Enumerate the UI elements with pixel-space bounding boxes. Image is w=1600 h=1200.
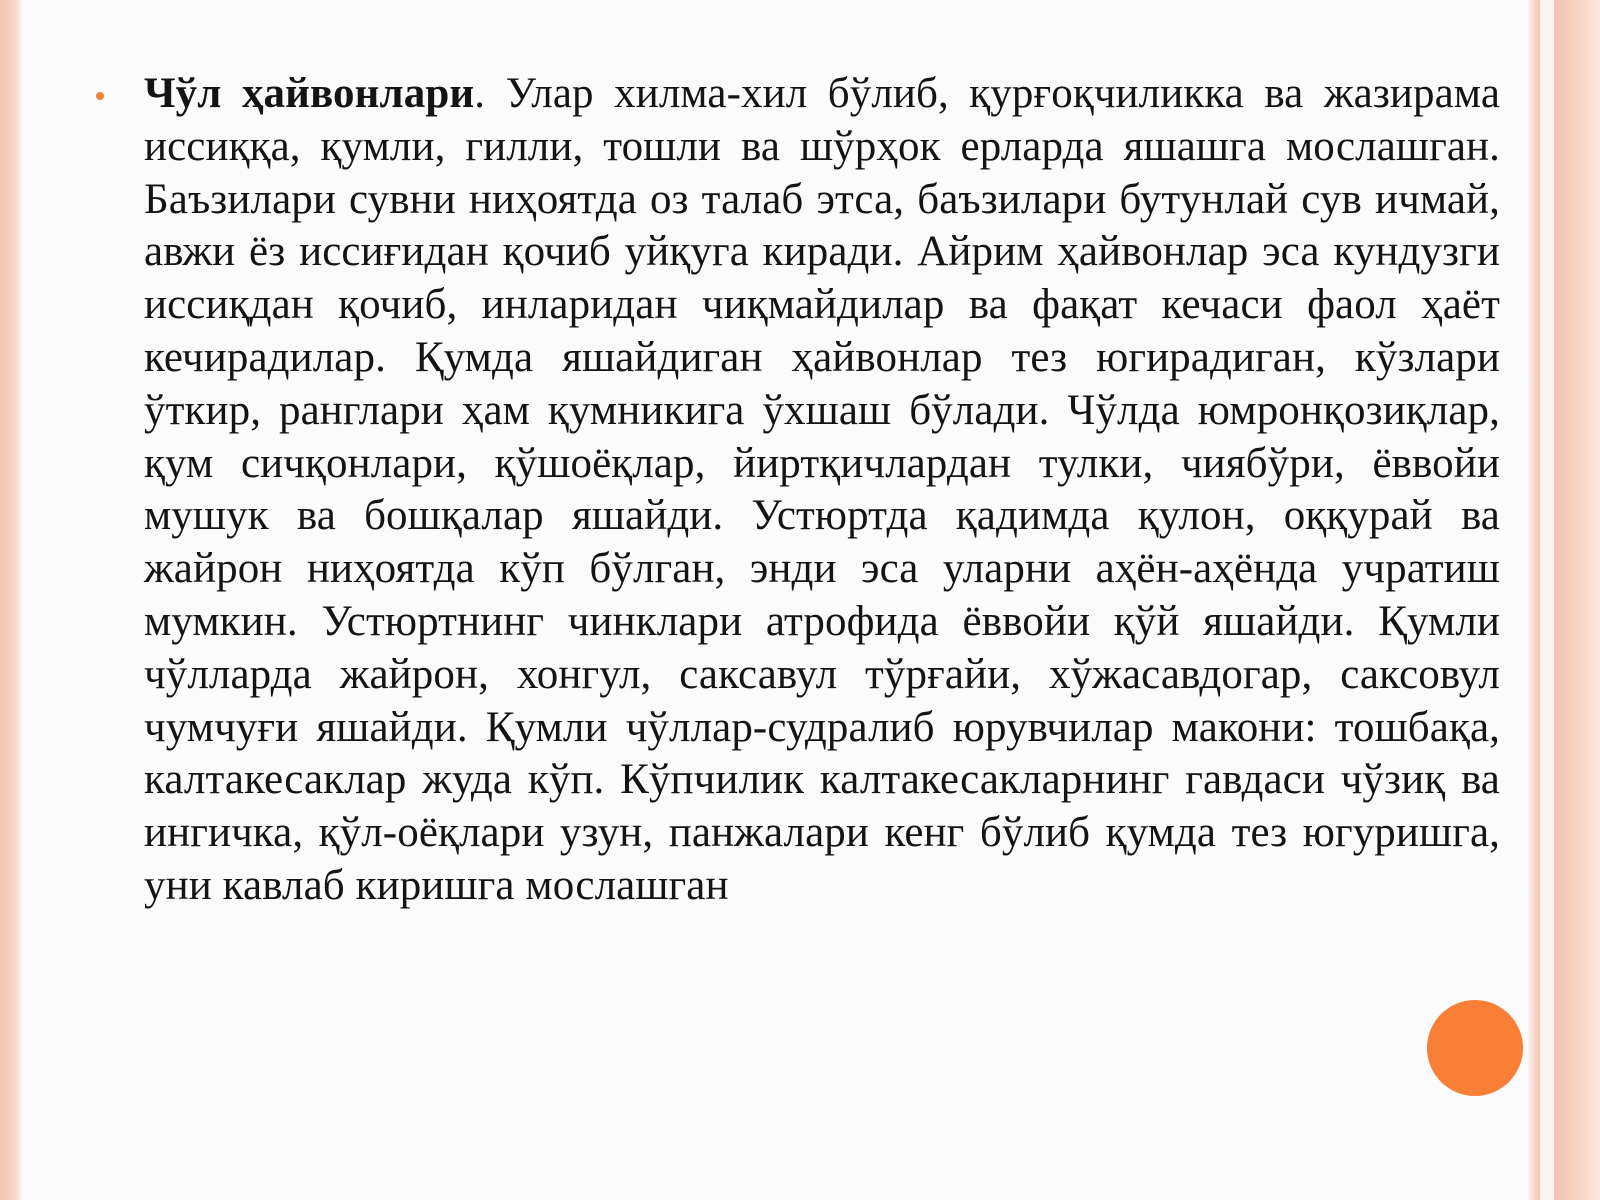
right-decorative-border-inner	[1528, 0, 1540, 1200]
lead-term: Чўл ҳайвонлари	[144, 70, 475, 117]
body-paragraph	[144, 68, 1500, 913]
right-decorative-border-gap	[1540, 0, 1554, 1200]
right-decorative-border-outer	[1554, 0, 1600, 1200]
orange-dot-bullet-icon	[96, 92, 104, 100]
slide-content	[96, 68, 1506, 913]
left-decorative-border	[0, 0, 22, 1200]
body-text: . Улар хилма-хил бўлиб, қурғоқчиликка ва жазирама иссиққа, қумли, гилли, тошли ва шўрҳок ерларда яшашга мослашган. Баъзилари сувни ниҳоятда оз талаб этса, баъзилари бутунлай сув ичмай, авжи ёз иссиғидан қочиб уйқуга киради. Айрим ҳайвонлар эса кундузги иссиқдан қочиб, инларидан чиқмайдилар ва фақат кечаси фаол ҳаёт кечирадилар. Қумда яшайдиган ҳайвонлар тез югирадиган, кўзлари ўткир, ранглари ҳам қумникига ўхшаш бўлади. Чўлда юмронқозиқлар, қум сичқонлари, қўшоёқлар, йиртқичлардан тулки, чиябўри, ёввойи мушук ва бошқалар яшайди. Устюртда қадимда қулон, оққурай ва жайрон ниҳоятда кўп бўлган, энди эса уларни аҳён-аҳёнда учратиш мумкин. Устюртнинг чинклари атрофида ёввойи қўй яшайди. Қумли чўлларда жайрон, хонгул, саксавул тўрғайи, хўжасавдогар, саксовул чумчуғи яшайди. Қумли чўллар-судралиб юрувчилар макони: тошбақа, калтакесаклар жуда кўп. Кўпчилик калтакесакларнинг гавдаси чўзиқ ва ингичка, қўл-оёқлари узун, панжалари кенг бўлиб қумда тез югуришга, уни кавлаб киришга мослашган	[144, 70, 1500, 909]
orange-circle-decoration	[1427, 1000, 1523, 1096]
